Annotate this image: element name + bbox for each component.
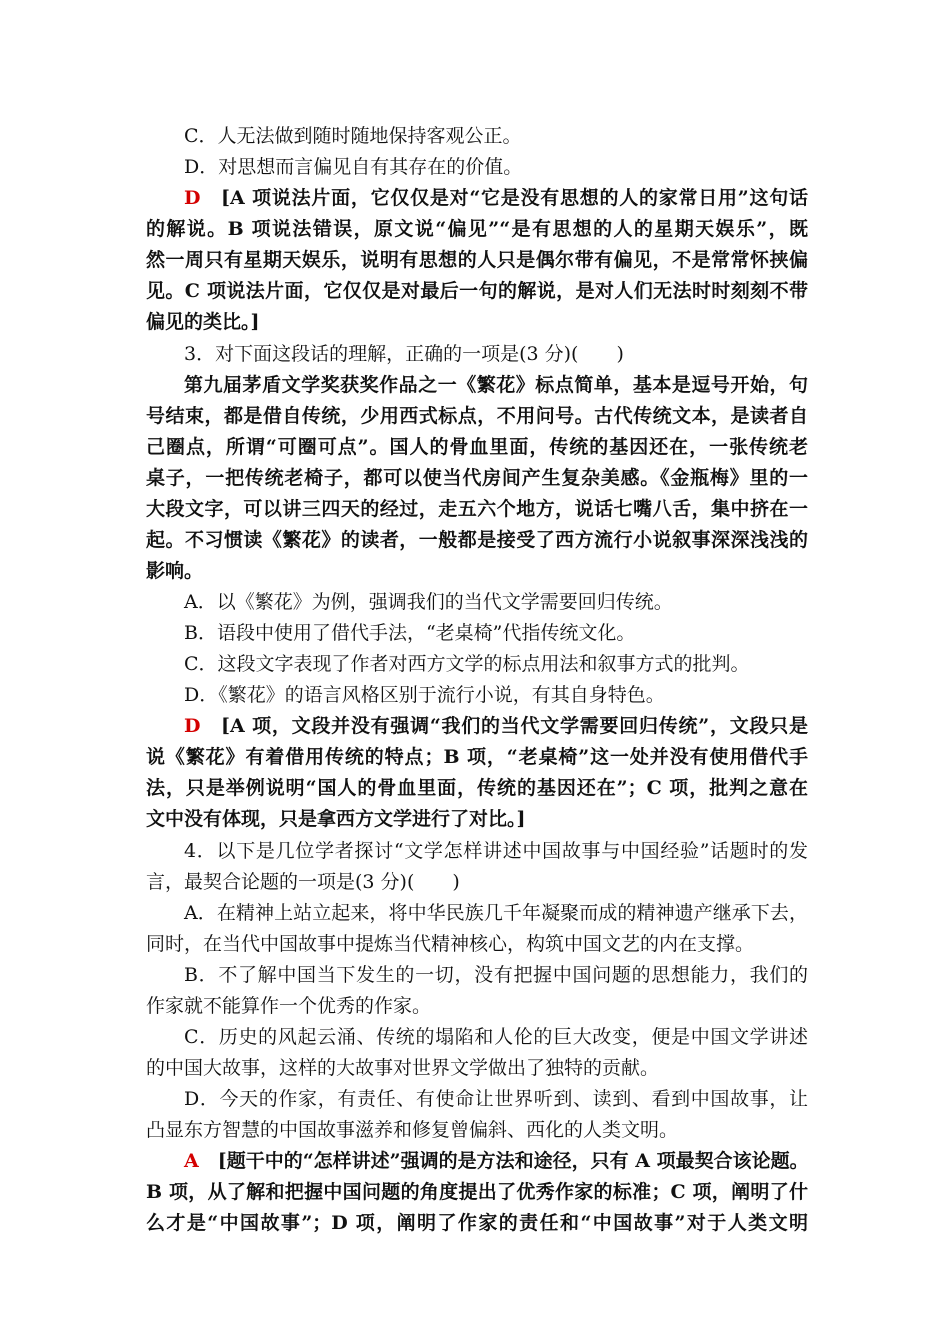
option-c-line: C．人无法做到随时随地保持客观公正。: [184, 125, 522, 147]
answer-2-letter: D: [184, 187, 201, 209]
answer-2-line: 的解说。B 项说法错误，原文说“偏见”“是有思想的人的星期天娱乐”，既: [146, 218, 808, 240]
answer-3-line: 说《繁花》有着借用传统的特点；B 项，“老桌椅”这一处并没有使用借代手: [146, 746, 808, 768]
option-4d-line: 凸显东方智慧的中国故事滋养和修复曾偏斜、西化的人类文明。: [146, 1119, 679, 1141]
option-4c-line: C．历史的风起云涌、传统的塌陷和人伦的巨大改变，便是中国文学讲述: [184, 1026, 808, 1048]
question-3: 3．对下面这段话的理解，正确的一项是(3 分)( ): [184, 343, 624, 365]
answer-3-first-line: [184, 711, 808, 741]
question-4-line: 言，最契合论题的一项是(3 分)( ): [146, 871, 460, 893]
option-4b-line: 作家就不能算作一个优秀的作家。: [146, 995, 432, 1017]
option-4a-line: 同时，在当代中国故事中提炼当代精神核心，构筑中国文艺的内在支撑。: [146, 933, 755, 955]
passage-3-line: 桌子，一把传统老椅子，都可以使当代房间产生复杂美感。《金瓶梅》里的一: [146, 467, 808, 489]
question-4-line: 4．以下是几位学者探讨“文学怎样讲述中国故事与中国经验”话题时的发: [184, 840, 808, 862]
answer-4-first-line: [184, 1146, 808, 1176]
option-4b-line: B．不了解中国当下发生的一切，没有把握中国问题的思想能力，我们的: [184, 964, 808, 986]
option-d-line: D．对思想而言偏见自有其存在的价值。: [184, 156, 523, 178]
answer-4-line: B 项，从了解和把握中国问题的角度提出了优秀作家的标准；C 项，阐明了什: [146, 1181, 808, 1203]
answer-4-text: [题干中的“怎样讲述”强调的是方法和途径，只有 A 项最契合该论题。: [217, 1150, 809, 1172]
passage-3-line: 第九届茅盾文学奖获奖作品之一《繁花》标点简单，基本是逗号开始，句: [184, 374, 808, 396]
answer-4-line: 么才是“中国故事”；D 项，阐明了作家的责任和“中国故事”对于人类文明: [146, 1212, 808, 1234]
option-3b: B．语段中使用了借代手法，“老桌椅”代指传统文化。: [184, 622, 636, 644]
option-3a: A．以《繁花》为例，强调我们的当代文学需要回归传统。: [184, 591, 673, 613]
answer-2-line: 然一周只有星期天娱乐，说明有思想的人只是偶尔带有偏见，不是常常怀挟偏: [146, 249, 808, 271]
option-4d-line: D．今天的作家，有责任、有使命让世界听到、读到、看到中国故事，让: [184, 1088, 808, 1110]
answer-3-line: 文中没有体现，只是拿西方文学进行了对比。]: [146, 808, 526, 830]
passage-3-line: 大段文字，可以讲三四天的经过，走五六个地方，说话七嘴八舌，集中挤在一: [146, 498, 808, 520]
option-4c-line: 的中国大故事，这样的大故事对世界文学做出了独特的贡献。: [146, 1057, 660, 1079]
option-4a-line: A．在精神上站立起来，将中华民族几千年凝聚而成的精神遗产继承下去，: [184, 902, 808, 924]
passage-3-line: 影响。: [146, 560, 204, 582]
answer-2-text: [A 项说法片面，它仅仅是对“它是没有思想的人的家常日用”这句话: [221, 187, 808, 209]
answer-2-first-line: [184, 183, 808, 213]
passage-3-line: 号结束，都是借自传统，少用西式标点，不用问号。古代传统文本，是读者自: [146, 405, 808, 427]
answer-2-line: 偏见的类比。]: [146, 311, 260, 333]
option-3c: C．这段文字表现了作者对西方文学的标点用法和叙事方式的批判。: [184, 653, 750, 675]
answer-4-letter: A: [184, 1150, 199, 1172]
answer-3-letter: D: [184, 715, 201, 737]
answer-2-line: 见。C 项说法片面，它仅仅是对最后一句的解说，是对人们无法时时刻刻不带: [146, 280, 808, 302]
passage-3-line: 起。不习惯读《繁花》的读者，一般都是接受了西方流行小说叙事深深浅浅的: [146, 529, 808, 551]
option-3d: D．《繁花》的语言风格区别于流行小说，有其自身特色。: [184, 684, 665, 706]
passage-3-line: 己圈点，所谓“可圈可点”。国人的骨血里面，传统的基因还在，一张传统老: [146, 436, 808, 458]
answer-3-line: 法，只是举例说明“国人的骨血里面，传统的基因还在”；C 项，批判之意在: [146, 777, 808, 799]
answer-3-text: [A 项，文段并没有强调“我们的当代文学需要回归传统”，文段只是: [221, 715, 808, 737]
